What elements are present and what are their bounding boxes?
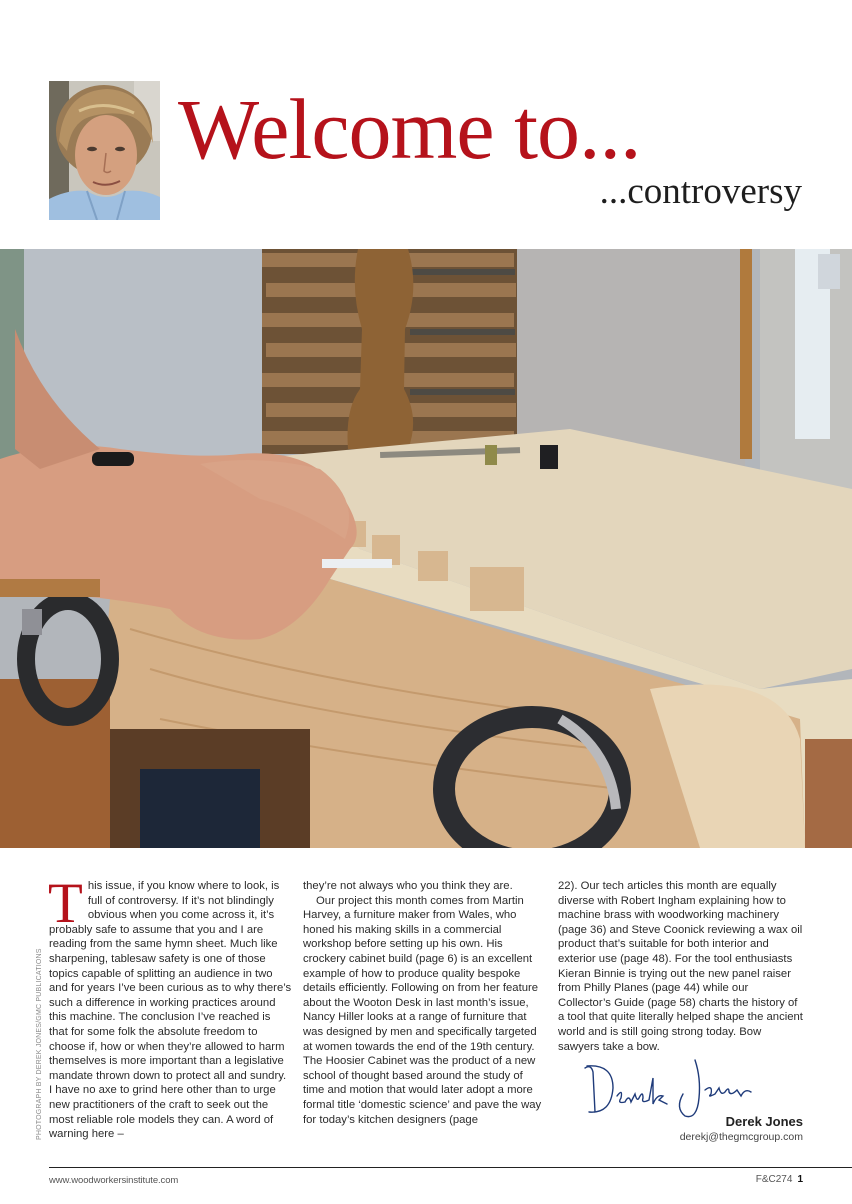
footer-issue-info xyxy=(756,1174,803,1185)
photo-credit: PHOTOGRAPH BY DEREK JONES/GMC PUBLICATIONS xyxy=(36,948,43,1140)
paragraph: 22). Our tech articles this month are equally diverse with Robert Ingham explaining how to machine brass with woodworking machinery (page 36) and Steve Coonick reviewing a wax oil product that’s suitable for both interior and exterior use (page 48). For the tool enthusiasts Kieran Binnie is trying out the new panel raiser from Philly Planes (page 44) while our Collector’s Guide (page 58) charts the history of a tool that quite literally helped shape the ancient world and is still going strong today. Bow sawyers take a bow. xyxy=(558,880,803,1053)
page-title: Welcome to... xyxy=(178,81,641,177)
footer-website-link[interactable]: www.woodworkersinstitute.com xyxy=(49,1175,179,1186)
paragraph: his issue, if you know where to look, is full of controversy. If it’s not blindingly obvious when you come across it, it’s probably safe to assume that you and I are reading from the same hymn sheet. Much like sharpening, tablesaw safety is one of those topics capable of splitting an audience in two and for years I’ve been curious as to why there’s such a difference in working practices around this machine. The conclusion I’ve reached is that for some folk the absolute freedom to choose if, how or when they’re allowed to harm themselves is more important than a legislative mandate thrown down to protect all and sundry. I have no axe to grind here other than to urge new practitioners of the craft to seek out the most reliable role models they can. A word of warning here – xyxy=(49,880,292,1141)
article-column-1 xyxy=(48,872,292,1142)
footer-divider xyxy=(49,1167,852,1168)
author-email[interactable]: derekj@thegmcgroup.com xyxy=(679,1131,803,1143)
author-name: Derek Jones xyxy=(725,1114,803,1129)
page-number: 1 xyxy=(797,1174,803,1185)
drop-cap: T xyxy=(48,872,83,935)
paragraph: Our project this month comes from Martin Harvey, a furniture maker from Wales, who honed his making skills in a commercial workshop before setting up his own. His crockery cabinet build (page 6) is an excellent example of how to produce quality bespoke details efficiently. Following on from her feature about the Wooton Desk in last month’s issue, Nancy Hiller looks at a range of furniture that was designed by men and specifically targeted at women towards the end of the 19th century. The Hoosier Cabinet was the product of a new school of thought based around the study of time and motion that would later adopt a more formal title ‘domestic science’ and pave the way for today’s kitchen designers (page xyxy=(303,894,542,1126)
article-column-2 xyxy=(303,879,543,1127)
article-column-3 xyxy=(558,879,804,1054)
signature-image xyxy=(583,1058,753,1122)
editor-portrait xyxy=(49,81,160,220)
workbench-photo-illustration xyxy=(0,249,852,848)
paragraph: they’re not always who you think they are. xyxy=(303,880,513,892)
portrait-illustration xyxy=(49,81,160,220)
issue-code: F&C274 xyxy=(755,1174,793,1185)
page-subtitle: ...controversy xyxy=(599,171,802,212)
hero-photo xyxy=(0,249,852,848)
handwritten-signature xyxy=(583,1058,753,1122)
